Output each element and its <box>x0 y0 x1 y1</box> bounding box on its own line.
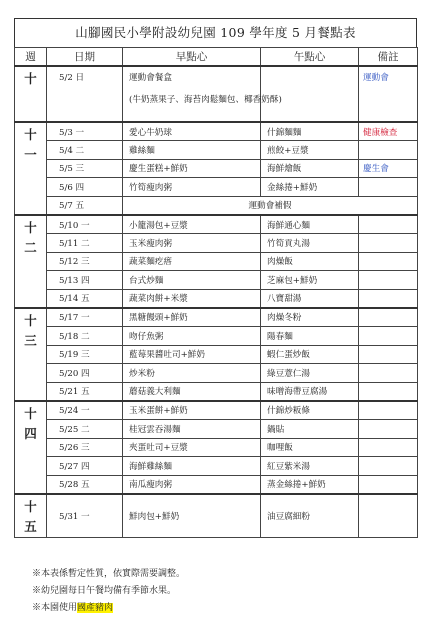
snack-cell: 肉燥冬粉 <box>261 308 359 327</box>
date-cell: 5/18 二 <box>47 327 123 346</box>
table-row <box>15 141 418 160</box>
breakfast-cell: 玉米蛋餅+鮮奶 <box>123 401 261 420</box>
breakfast-cell: 玉米瘦肉粥 <box>123 234 261 253</box>
highlighted-text: 國產豬肉 <box>77 603 114 613</box>
header-date: 日期 <box>47 48 123 67</box>
note-cell <box>359 327 418 346</box>
note-cell <box>359 345 418 364</box>
date-cell: 5/2 日 <box>47 66 123 122</box>
note-cell <box>359 289 418 308</box>
note-cell <box>359 438 418 457</box>
snack-cell: 鍋貼 <box>261 420 359 439</box>
breakfast-cell <box>123 66 282 122</box>
header-note: 備註 <box>359 48 418 67</box>
note-cell <box>359 234 418 253</box>
table-row <box>15 196 418 215</box>
breakfast-cell: 小籠湯包+豆漿 <box>123 215 261 234</box>
breakfast-cell: 炒米粉 <box>123 364 261 383</box>
table-row <box>15 475 418 494</box>
breakfast-cell: 蔬菜麵疙瘩 <box>123 252 261 271</box>
footnotes <box>32 566 185 617</box>
date-cell: 5/4 二 <box>47 141 123 160</box>
date-cell: 5/31 一 <box>47 494 123 538</box>
table-row <box>15 308 418 327</box>
date-cell: 5/24 一 <box>47 401 123 420</box>
footnote-3 <box>32 600 185 617</box>
date-cell: 5/25 二 <box>47 420 123 439</box>
header-week: 週 <box>15 48 47 67</box>
table-row <box>15 457 418 476</box>
table-row <box>15 215 418 234</box>
menu-table <box>14 47 418 538</box>
date-cell: 5/21 五 <box>47 382 123 401</box>
snack-cell: 什錦炒粄條 <box>261 401 359 420</box>
date-cell: 5/27 四 <box>47 457 123 476</box>
date-cell: 5/10 一 <box>47 215 123 234</box>
note-cell <box>359 420 418 439</box>
table-row <box>15 401 418 420</box>
note-cell <box>359 141 418 160</box>
table-row <box>15 420 418 439</box>
snack-cell: 綠豆薏仁湯 <box>261 364 359 383</box>
date-cell: 5/13 四 <box>47 271 123 290</box>
breakfast-cell: 黑糖饅頭+鮮奶 <box>123 308 261 327</box>
snack-cell: 油豆腐細粉 <box>261 494 359 538</box>
table-row <box>15 252 418 271</box>
table-row <box>15 327 418 346</box>
snack-cell: 竹筍貢丸湯 <box>261 234 359 253</box>
note-cell <box>359 364 418 383</box>
footnote-1: ※本表係暫定性質，依實際需要調整。 <box>32 569 186 579</box>
date-cell: 5/20 四 <box>47 364 123 383</box>
snack-cell: 什錦麵麵 <box>261 122 359 141</box>
header-snack: 午點心 <box>261 48 359 67</box>
table-row <box>15 345 418 364</box>
snack-cell: 蝦仁蛋炒飯 <box>261 345 359 364</box>
snack-cell: 海鮮燴飯 <box>261 159 359 178</box>
week-label: 十 一 <box>15 122 47 215</box>
table-row <box>15 178 418 197</box>
breakfast-sub: (牛奶蒸果子、海苔肉鬆麵包、椰香奶酥) <box>129 95 282 105</box>
note-cell <box>359 308 418 327</box>
footnote-3-text: ※本園使用 <box>32 603 78 613</box>
snack-cell: 肉燥飯 <box>261 252 359 271</box>
week-label: 十 五 <box>15 494 47 538</box>
snack-cell: 咖哩飯 <box>261 438 359 457</box>
table-row <box>15 122 418 141</box>
date-cell: 5/14 五 <box>47 289 123 308</box>
table-row <box>15 271 418 290</box>
snack-cell: 煎餃+豆漿 <box>261 141 359 160</box>
note-cell <box>359 475 418 494</box>
week-label: 十 四 <box>15 401 47 494</box>
breakfast-cell: 海鮮雞絲麵 <box>123 457 261 476</box>
snack-cell <box>261 66 359 122</box>
table-row <box>15 159 418 178</box>
table-row <box>15 66 418 122</box>
breakfast-cell: 吻仔魚粥 <box>123 327 261 346</box>
table-row <box>15 364 418 383</box>
breakfast-cell: 竹筍瘦肉粥 <box>123 178 261 197</box>
breakfast-main: 運動會餐盒 <box>129 73 172 83</box>
week-label: 十 <box>15 66 47 122</box>
date-cell: 5/6 四 <box>47 178 123 197</box>
table-row <box>15 382 418 401</box>
breakfast-cell: 藍莓果醬吐司+鮮奶 <box>123 345 261 364</box>
snack-cell: 芝麻包+鮮奶 <box>261 271 359 290</box>
breakfast-cell: 愛心牛奶球 <box>123 122 261 141</box>
header-breakfast: 早點心 <box>123 48 261 67</box>
note-cell <box>359 215 418 234</box>
page-title: 山腳國民小學附設幼兒園 109 學年度 5 月餐點表 <box>14 18 417 47</box>
date-cell: 5/28 五 <box>47 475 123 494</box>
menu-sheet <box>14 18 417 538</box>
table-row <box>15 438 418 457</box>
table-row <box>15 289 418 308</box>
breakfast-cell: 慶生蛋糕+鮮奶 <box>123 159 261 178</box>
footnote-2: ※幼兒園每日午餐均備有季節水果。 <box>32 586 177 596</box>
date-cell: 5/17 一 <box>47 308 123 327</box>
note-cell <box>359 271 418 290</box>
note-cell: 健康檢查 <box>359 122 418 141</box>
breakfast-cell: 夾蛋吐司+豆漿 <box>123 438 261 457</box>
note-cell <box>359 457 418 476</box>
table-row <box>15 234 418 253</box>
breakfast-cell: 雞絲麵 <box>123 141 261 160</box>
note-cell <box>359 494 418 538</box>
table-row <box>15 494 418 538</box>
date-cell: 5/3 一 <box>47 122 123 141</box>
breakfast-cell: 桂冠雲吞湯麵 <box>123 420 261 439</box>
note-cell <box>359 178 418 197</box>
snack-cell: 八寶甜湯 <box>261 289 359 308</box>
date-cell: 5/19 三 <box>47 345 123 364</box>
table-header-row <box>15 48 418 67</box>
breakfast-cell: 蘑菇義大利麵 <box>123 382 261 401</box>
snack-cell: 味噌海帶豆腐湯 <box>261 382 359 401</box>
note-cell: 慶生會 <box>359 159 418 178</box>
snack-cell: 陽春麵 <box>261 327 359 346</box>
note-cell: 運動會 <box>359 66 418 122</box>
breakfast-cell: 蔬菜肉餅+米漿 <box>123 289 261 308</box>
date-cell: 5/7 五 <box>47 196 123 215</box>
merged-cell: 運動會補假 <box>123 196 418 215</box>
breakfast-cell: 南瓜瘦肉粥 <box>123 475 261 494</box>
note-cell <box>359 252 418 271</box>
date-cell: 5/11 二 <box>47 234 123 253</box>
date-cell: 5/5 三 <box>47 159 123 178</box>
date-cell: 5/26 三 <box>47 438 123 457</box>
breakfast-cell: 台式炒麵 <box>123 271 261 290</box>
snack-cell: 蒸金絲捲+鮮奶 <box>261 475 359 494</box>
snack-cell: 紅豆紫米湯 <box>261 457 359 476</box>
week-label: 十 三 <box>15 308 47 401</box>
note-cell <box>359 382 418 401</box>
date-cell: 5/12 三 <box>47 252 123 271</box>
breakfast-cell: 鮮肉包+鮮奶 <box>123 494 261 538</box>
snack-cell: 金絲捲+鮮奶 <box>261 178 359 197</box>
note-cell <box>359 401 418 420</box>
week-label: 十 二 <box>15 215 47 308</box>
snack-cell: 海鮮通心麵 <box>261 215 359 234</box>
